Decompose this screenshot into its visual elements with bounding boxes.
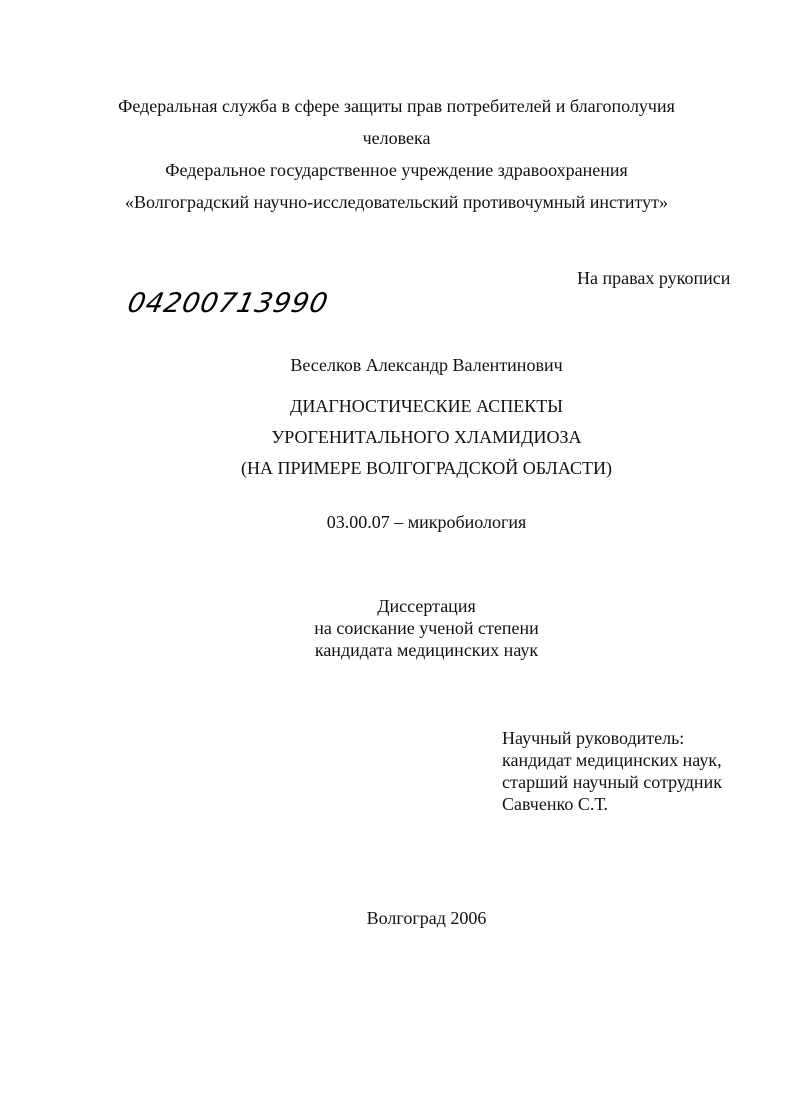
- organization-line-2: человека: [362, 128, 431, 148]
- supervisor-degree: кандидат медицинских наук,: [502, 750, 722, 770]
- title-line-3: (НА ПРИМЕРЕ ВОЛГОГРАДСКОЙ ОБЛАСТИ): [241, 458, 612, 478]
- organization-line-3: Федеральное государственное учреждение здравоохранения: [165, 160, 628, 180]
- supervisor-position: старший научный сотрудник: [502, 772, 722, 792]
- supervisor-label: Научный руководитель:: [502, 728, 685, 748]
- degree-line-3: кандидата медицинских наук: [314, 640, 539, 660]
- specialty-code: 03.00.07 – микробиология: [326, 512, 527, 532]
- organization-line-1: Федеральная служба в сфере защиты прав потребителей и благополучия: [118, 96, 675, 116]
- degree-line-2: на соискание ученой степени: [314, 618, 539, 638]
- manuscript-rights: На правах рукописи: [577, 268, 731, 288]
- degree-line-1: Диссертация: [377, 596, 476, 616]
- author-name: Веселков Александр Валентинович: [290, 355, 563, 375]
- supervisor-name: Савченко С.Т.: [502, 794, 609, 814]
- title-line-2: УРОГЕНИТАЛЬНОГО ХЛАМИДИОЗА: [271, 427, 582, 447]
- title-line-1: ДИАГНОСТИЧЕСКИЕ АСПЕКТЫ: [290, 396, 563, 416]
- handwritten-number: 04200713990: [124, 288, 332, 319]
- organization-line-4: «Волгоградский научно-исследовательский противочумный институт»: [124, 192, 669, 212]
- city-year: Волгоград 2006: [366, 908, 487, 928]
